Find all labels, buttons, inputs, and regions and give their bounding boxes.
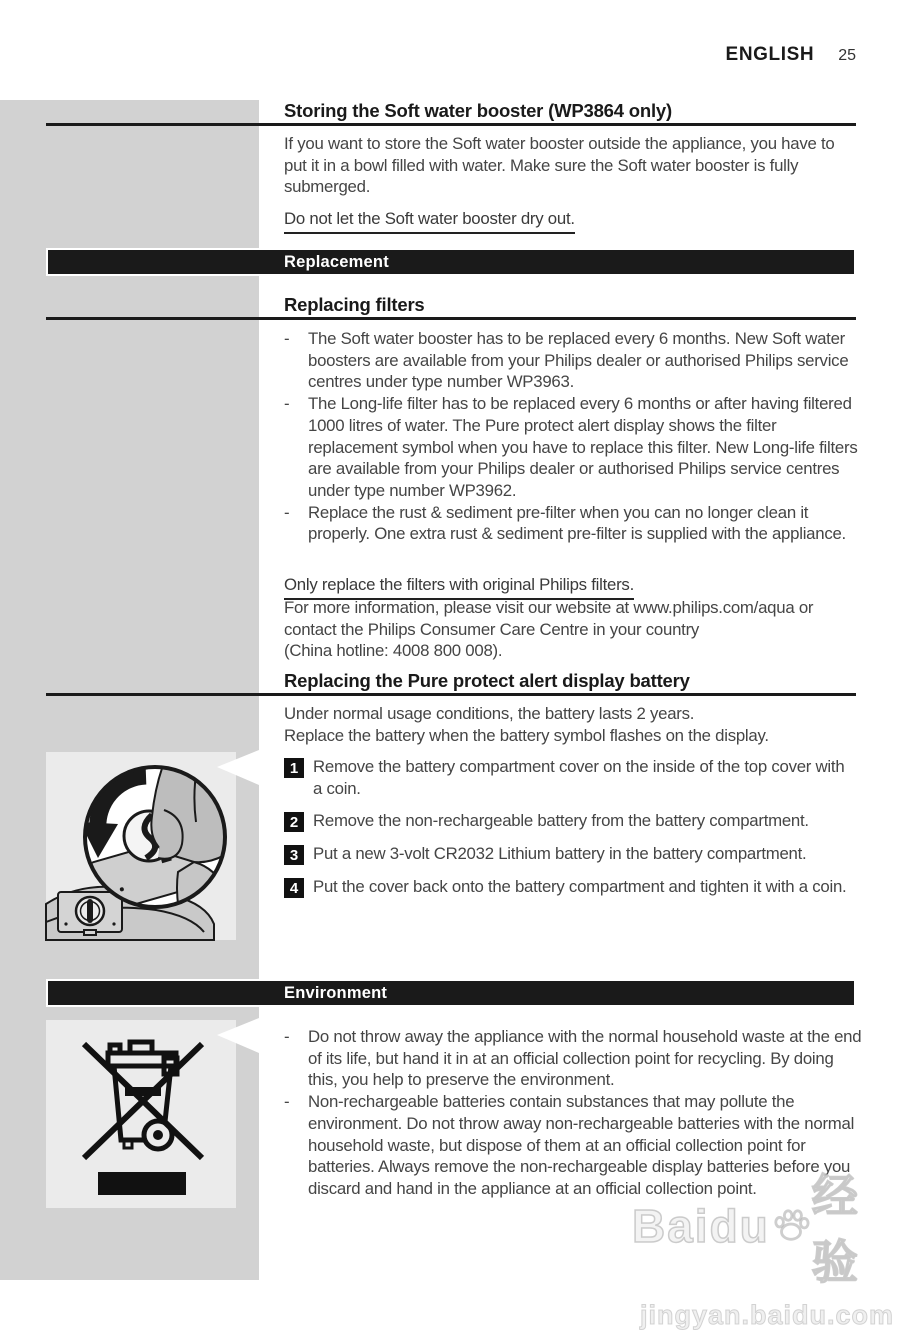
step-row bbox=[284, 756, 862, 799]
bullet-dash: - bbox=[284, 502, 290, 522]
bullet-text: Replace the rust & sediment pre-filter when you can no longer clean it properly. One extra rust & sediment pre-filter is supplied with the appliance. bbox=[308, 502, 846, 544]
bullet-dash: - bbox=[284, 1092, 290, 1112]
step-text: Put a new 3-volt CR2032 Lithium battery in the battery compartment. bbox=[313, 844, 807, 864]
wheelie-bin bbox=[108, 1042, 177, 1149]
step-row bbox=[284, 810, 862, 832]
battery-illustration-box bbox=[46, 752, 236, 940]
bullet-text: The Long-life filter has to be replaced every 6 months or after having filtered 1000 litres of water. The Pure protect alert display shows the filter replacement symbol when you have to replace this filter. New Long-life filters are available from your Philips dealer or authorised Philips service centres under type number WP3962. bbox=[308, 394, 858, 500]
coin-battery-compartment-illustration bbox=[46, 752, 236, 940]
list-item bbox=[284, 328, 862, 393]
black-bar bbox=[98, 1172, 186, 1195]
step-number-badge: 1 bbox=[284, 758, 304, 778]
header-language-label: ENGLISH bbox=[725, 44, 815, 65]
filters-hotline-text: (China hotline: 4008 800 008). bbox=[284, 641, 503, 661]
environment-banner-label: Environment bbox=[284, 983, 388, 1002]
crossed-out-wheelie-bin-icon bbox=[46, 1020, 236, 1208]
environment-bullet-list bbox=[284, 1026, 862, 1200]
callout-wedge bbox=[217, 1018, 259, 1053]
watermark-brand: Baidu bbox=[632, 1200, 770, 1252]
storing-body-text: If you want to store the Soft water booster outside the appliance, you have to put it in a bowl filled with water. Make sure the Soft water booster is fully submerged. bbox=[284, 134, 835, 197]
baidu-paw-icon bbox=[772, 1207, 810, 1245]
bullet-text: The Soft water booster has to be replaced every 6 months. New Soft water boosters are available from your Philips dealer or authorised Philips service centres under type number WP3963. bbox=[308, 329, 849, 392]
callout-wedge bbox=[217, 750, 259, 785]
rule-under-replacing-filters bbox=[46, 317, 856, 320]
replacing-filters-title: Replacing filters bbox=[284, 294, 425, 315]
replacement-banner bbox=[46, 248, 856, 276]
list-item bbox=[284, 502, 862, 545]
battery-section-title: Replacing the Pure protect alert display battery bbox=[284, 670, 690, 691]
rule-under-storing-title bbox=[46, 123, 856, 126]
step-text: Put the cover back onto the battery compartment and tighten it with a coin. bbox=[313, 877, 847, 897]
environment-banner bbox=[46, 979, 856, 1007]
step-text: Remove the non-rechargeable battery from the battery compartment. bbox=[313, 811, 809, 831]
battery-intro-line1: Under normal usage conditions, the battery lasts 2 years. bbox=[284, 704, 695, 723]
list-item bbox=[284, 1026, 862, 1091]
rule-under-battery-title bbox=[46, 693, 856, 696]
watermark-suffix: 经验 bbox=[811, 1170, 860, 1288]
list-item bbox=[284, 1091, 862, 1200]
weee-illustration-box bbox=[46, 1020, 236, 1208]
watermark-url: jingyan.baidu.com bbox=[640, 1300, 895, 1330]
filters-warning-line bbox=[284, 574, 856, 600]
bullet-text: Do not throw away the appliance with the normal household waste at the end of its life, but hand it in at an official collection point for recycling. By doing this, you help to preserve the environment. bbox=[308, 1027, 862, 1090]
step-text: Remove the battery compartment cover on the inside of the top cover with a coin. bbox=[313, 757, 845, 798]
page-number: 25 bbox=[838, 47, 856, 64]
step-number-badge: 4 bbox=[284, 878, 304, 898]
filters-warning-text: Only replace the filters with original Philips filters. bbox=[284, 574, 634, 600]
storing-warning-text: Do not let the Soft water booster dry out. bbox=[284, 208, 575, 234]
storing-warning-line bbox=[284, 208, 856, 234]
list-item bbox=[284, 393, 862, 502]
replacement-banner-label: Replacement bbox=[284, 252, 389, 271]
battery-intro-block bbox=[284, 703, 856, 746]
step-number-badge: 2 bbox=[284, 812, 304, 832]
step-number-badge: 3 bbox=[284, 845, 304, 865]
step-row bbox=[284, 843, 862, 865]
bullet-dash: - bbox=[284, 394, 290, 414]
bullet-text: Non-rechargeable batteries contain substances that may pollute the environment. Do not throw away non-rechargeable batteries with the normal household waste, but dispose of them at an official collection point for batteries. Always remove the non-rechargeable display batteries before you discard and hand in the appliance at an official collection point. bbox=[308, 1092, 855, 1198]
page-header bbox=[726, 44, 856, 66]
replacing-filters-bullet-list bbox=[284, 328, 862, 545]
storing-section-title: Storing the Soft water booster (WP3864 only) bbox=[284, 100, 672, 121]
step-row bbox=[284, 876, 862, 898]
battery-steps-list bbox=[284, 756, 862, 909]
filters-info-text: For more information, please visit our website at www.philips.com/aqua or contact the Philips Consumer Care Centre in your country bbox=[284, 598, 814, 639]
bullet-dash: - bbox=[284, 329, 290, 348]
filters-info-block bbox=[284, 597, 856, 662]
battery-intro-line2: Replace the battery when the battery symbol flashes on the display. bbox=[284, 725, 769, 745]
bullet-dash: - bbox=[284, 1027, 290, 1046]
